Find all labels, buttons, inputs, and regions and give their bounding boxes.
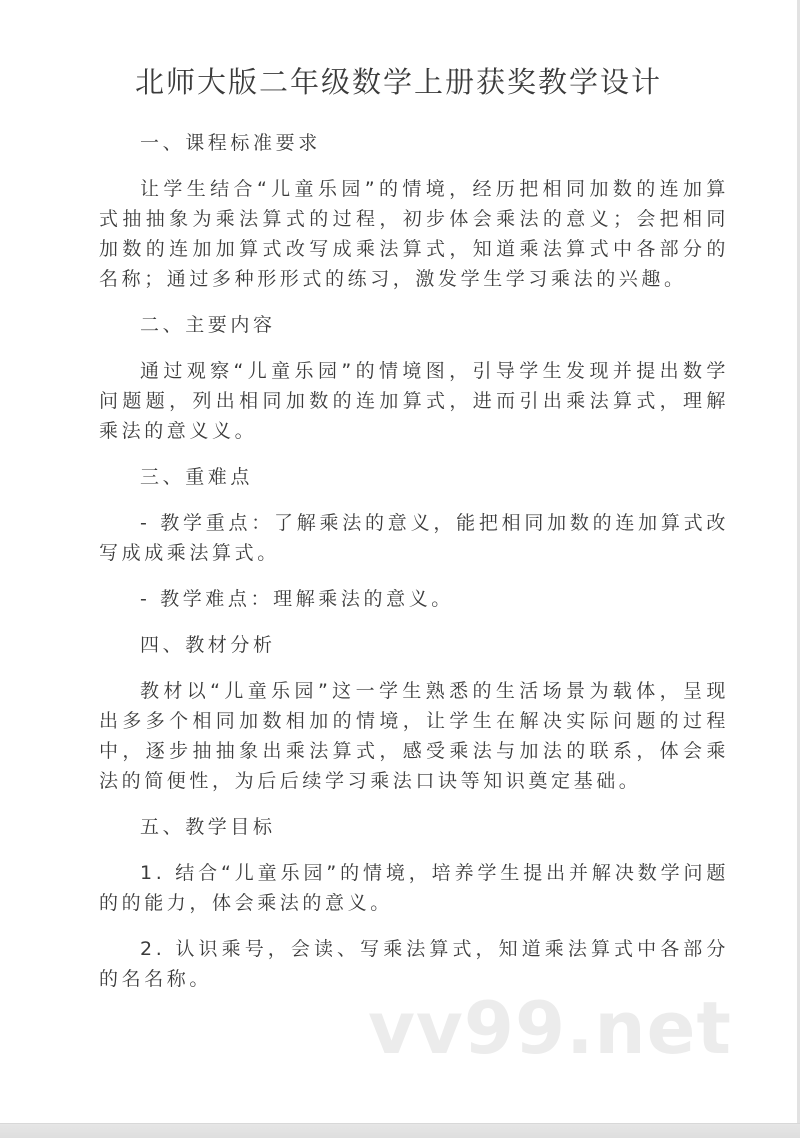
section-paragraph: 让学生结合“儿童乐园”的情境，经历把相同加数的连加算式抽抽象为乘法算式的过程，初步体会乘法的意义；会把相同加数的连加加算式改写成乘法算式，知道乘法算式中各部分的名称；通过多种形形式的练习，激发学生学习乘法的兴趣。: [99, 178, 729, 290]
objective-item: 1. 结合“儿童乐园”的情境，培养学生提出并解决数学问题的的能力，体会乘法的意义。: [99, 862, 729, 914]
section-key-difficult-points: [99, 462, 729, 614]
section-heading: 四、教材分析: [140, 634, 276, 656]
section-paragraph: 通过观察“儿童乐园”的情境图，引导学生发现并提出数学问题题，列出相同加数的连加算式，进而引出乘法算式，理解乘法的意义义。: [99, 360, 729, 442]
page-edge-bottom: [0, 1123, 800, 1138]
watermark: vv99.net: [368, 986, 732, 1070]
document-body: [99, 128, 729, 1010]
section-curriculum-standards: [99, 128, 729, 294]
section-main-content: [99, 310, 729, 446]
section-heading: 三、重难点: [140, 466, 254, 488]
document-title: 北师大版二年级数学上册获奖教学设计: [134, 65, 662, 99]
difficult-point-item: - 教学难点：理解乘法的意义。: [140, 588, 454, 610]
objective-item: 2. 认识乘号，会读、写乘法算式，知道乘法算式中各部分的名名称。: [99, 938, 729, 990]
section-paragraph: 教材以“儿童乐园”这一学生熟悉的生活场景为载体，呈现出多多个相同加数相加的情境，让学生在解决实际问题的过程中，逐步抽抽象出乘法算式，感受乘法与加法的联系，体会乘法的简便性，为后后续学习乘法口诀等知识奠定基础。: [99, 680, 729, 792]
section-textbook-analysis: [99, 630, 729, 796]
section-teaching-objectives: [99, 812, 729, 994]
section-heading: 二、主要内容: [140, 314, 276, 336]
section-heading: 一、课程标准要求: [140, 132, 321, 154]
section-heading: 五、教学目标: [140, 816, 276, 838]
key-point-item: - 教学重点：了解乘法的意义，能把相同加数的连加算式改写成成乘法算式。: [99, 512, 729, 564]
